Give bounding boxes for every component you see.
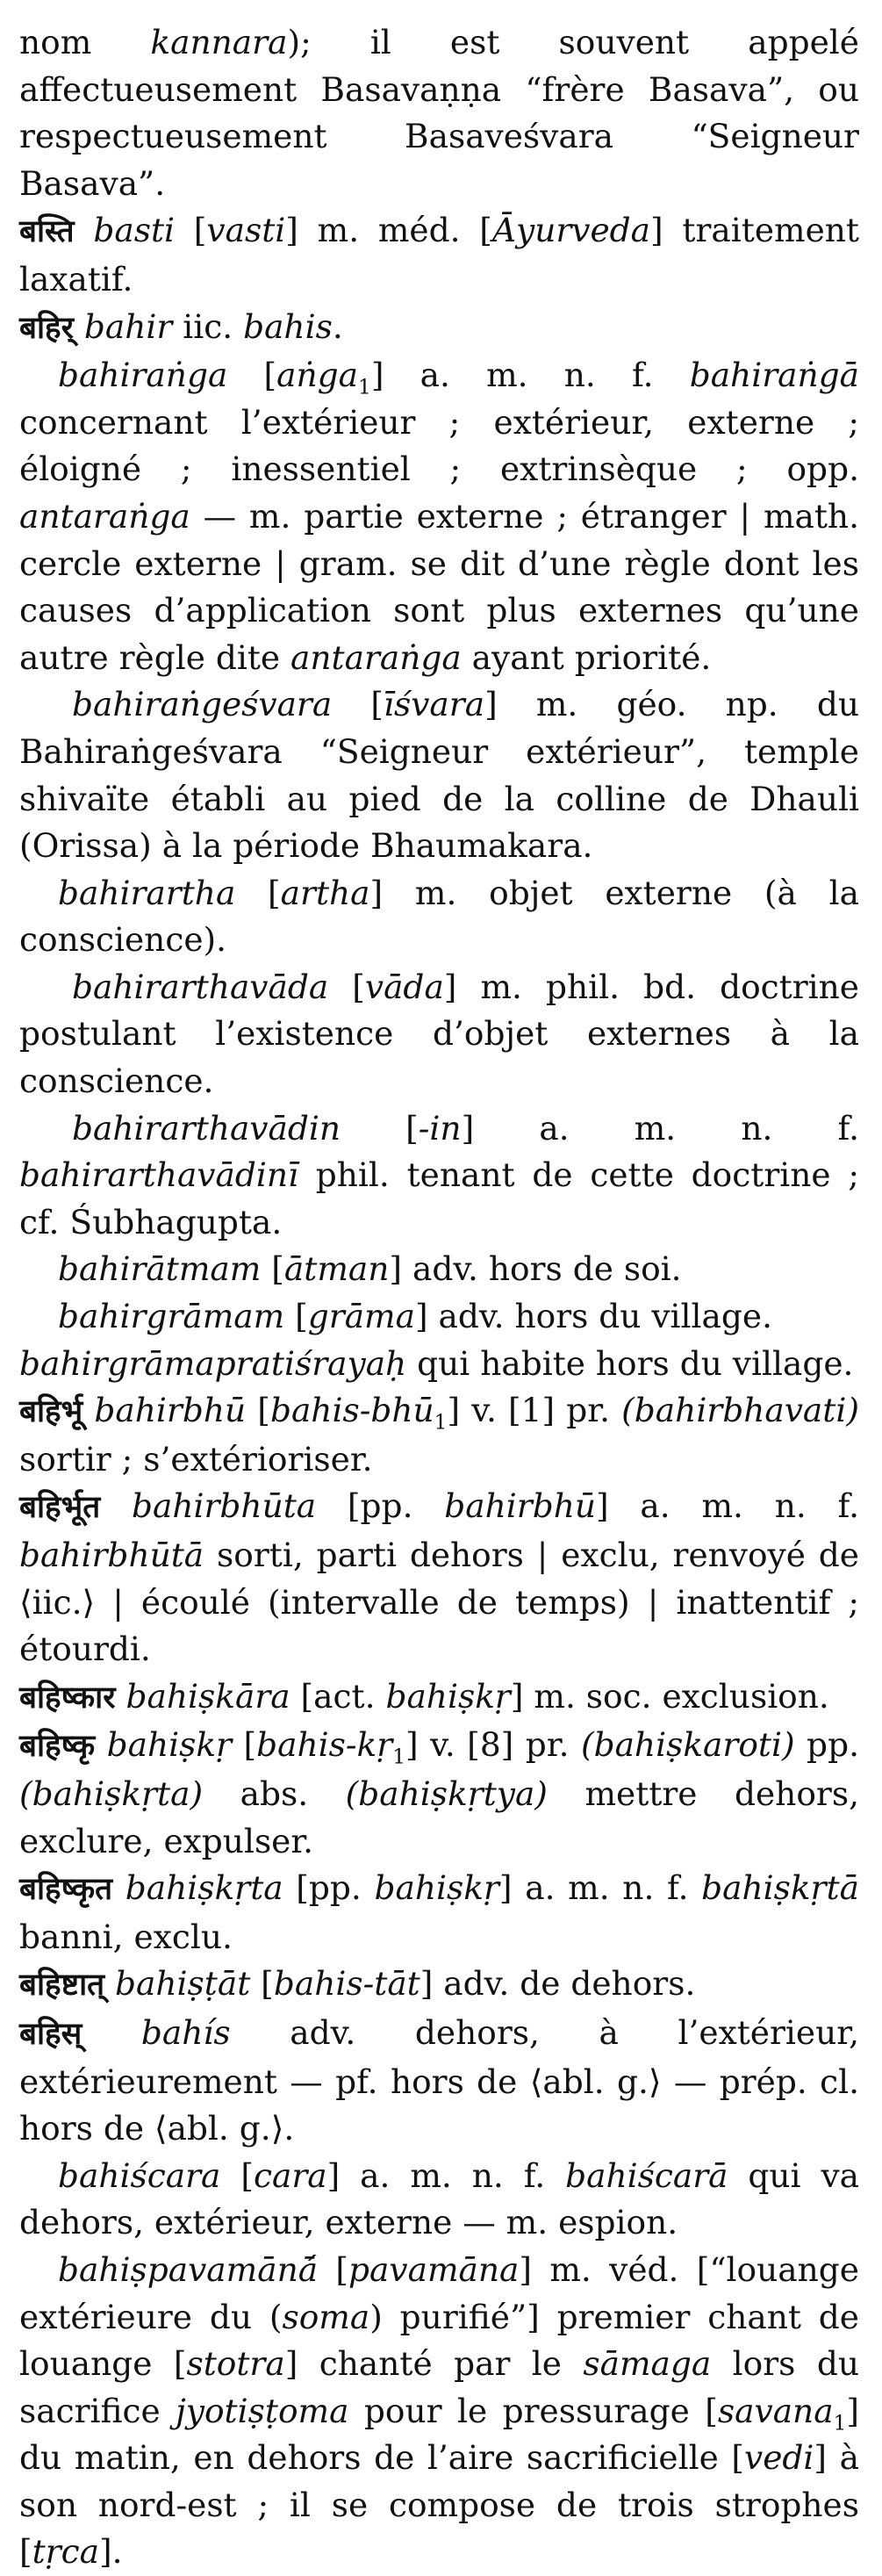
entry-text: ] a. m. n. f. [370,356,690,395]
entry-text: adv. dehors, à l’extérieur, extérieurement — pf. hors de ⟨abl. g.⟩ — prép. cl. hors de ⟨abl. g.⟩. [19,2012,859,2148]
headword-devanagari: बहिर्भू [19,1394,83,1430]
dictionary-entry [19,1293,859,1341]
entry-text: [ [261,1249,284,1289]
headword-devanagari: बहिर्भूत [19,1490,101,1526]
entry-text: ] chanté par le [284,2344,584,2384]
italic-term: bahir [83,306,173,346]
entry-text: ] v. [8] pr. [405,1725,581,1765]
entry-text [82,2013,141,2052]
italic-term: bahiścarā [565,2155,728,2195]
entry-text: [ [328,967,365,1006]
entry-text: mettre dehors, exclure, expulser. [19,1774,859,1860]
italic-term: bahiṣpavamānā́ [58,2249,319,2289]
italic-term: bahiraṅgeśvara [72,685,333,724]
entry-text: [ [332,685,384,724]
dictionary-entry [19,1961,859,2010]
entry-text: iic. [172,306,244,346]
dictionary-entry [19,1722,859,1865]
headword-devanagari: बहिष्कृत [19,1872,113,1908]
entry-text: ] a. m. n. f. [596,1486,860,1526]
entry-text: — m. partie externe ; étranger | math. cercle externe | gram. se dit d’une règle dont les causes d’application sont plus externes qu’une autre règle dite [19,496,859,677]
italic-term: kannara [150,23,288,61]
entry-text: ] adv. hors du village. [414,1297,773,1336]
italic-term: bahiścara [58,2155,221,2195]
dictionary-entry [19,1673,859,1723]
italic-term: bahis-kṛ [256,1725,393,1765]
entry-text [75,211,94,249]
dictionary-entry [19,1246,859,1293]
entry-text: banni, exclu. [19,1917,233,1956]
italic-term: antaraṅga [290,637,462,677]
index-subscript: 1 [392,1745,405,1769]
entry-text: qui habite hors du village. [406,1343,854,1383]
italic-term: jyotiṣṭoma [176,2391,349,2430]
dictionary-entry [19,870,859,964]
entry-text: sorti, parti dehors | exclu, renvoyé de ⟨iic.⟩ | écoulé (intervalle de temps) | inattentif ; étourdi. [19,1536,859,1669]
entry-text [116,1677,126,1716]
entry-text: ]. [99,2532,123,2572]
italic-term: bahirarthavādinī [19,1155,298,1195]
italic-term: stotra [186,2344,285,2384]
italic-term: bahirbhūta [131,1486,317,1526]
headword-devanagari: बहिस् [19,2016,82,2052]
entry-text: [ [235,873,281,912]
entry-text: ] m. méd. [ [285,211,492,250]
italic-term: bahís [140,2012,231,2052]
entry-text [100,1486,132,1525]
entry-text: ] traitement laxatif. [19,211,859,299]
dictionary-entry [19,964,859,1105]
italic-term: bahirarthavādin [72,1108,341,1148]
italic-term: bahirartha [58,873,236,912]
entry-text: . [332,306,343,346]
entry-text [95,1725,106,1764]
entry-text: ] m. véd. [“louange extérieure du ( [19,2249,859,2336]
italic-term: sāmaga [583,2344,712,2384]
dictionary-entry [19,681,859,869]
headword-devanagari: बहिष्कृ [19,1729,96,1765]
index-subscript: 1 [434,1410,448,1435]
entry-text: ] du matin, en dehors de l’aire sacrificielle [ [19,2391,859,2478]
italic-term: -in [418,1108,462,1148]
italic-term: (bahiṣkaroti) [580,1725,795,1765]
italic-term: bahiṣkṛ [374,1868,499,1908]
italic-term: īśvara [384,685,485,724]
headword-devanagari: बहिर् [19,310,74,346]
italic-term: bahiṣkṛta [125,1868,283,1908]
entry-text: [ [250,1964,274,2004]
italic-term: bahiṣkṛtā [701,1868,859,1908]
entry-text: ] m. phil. bd. doctrine postulant l’existence d’objet externes à la conscience. [19,967,859,1101]
italic-term: (bahiṣkṛtya) [345,1774,548,1813]
entry-text: ] a. m. n. f. [498,1868,702,1908]
italic-term: bahis-bhū [269,1391,434,1430]
index-subscript: 1 [833,2411,847,2436]
dictionary-entry [19,1865,859,1961]
entry-text: [ [220,2155,254,2195]
entry-text: [act. [290,1676,386,1716]
dictionary-entry [19,19,859,207]
dictionary-entry [19,1483,859,1673]
italic-term: bahiṣkṛ [385,1676,511,1716]
dictionary-entry [19,1341,859,1388]
entry-text: ] a. m. n. f. [326,2155,566,2195]
headword-devanagari: बहिष्टात् [19,1968,105,2004]
dictionary-entry [19,207,859,303]
italic-term: bahirbhūtā [19,1536,204,1574]
italic-term: bahiraṅga [58,356,228,395]
italic-term: pavamāna [348,2249,520,2289]
entry-text: ) purifié”] premier chant de louange [ [19,2297,859,2384]
italic-term: bahiṣṭāt [115,1964,251,2004]
entry-text: ); il est souvent appelé affectueusement Basavaṇṇa “frère Basava”, ou respectueusement Basaveśvara “Seigneur Basava”. [19,23,859,203]
italic-term: tṛca [32,2532,99,2572]
dictionary-entry [19,1387,859,1483]
italic-term: (bahirbhavati) [621,1391,859,1430]
entry-text: nom [19,23,151,61]
italic-term: (bahiṣkṛta) [19,1774,204,1813]
italic-term: antaraṅga [19,496,190,536]
entry-text: qui va dehors, extérieur, externe — m. espion. [19,2155,859,2242]
entry-text [112,1868,125,1907]
italic-term: vedi [744,2438,814,2478]
italic-term: grāma [307,1297,415,1336]
entry-text: ] adv. de dehors. [419,1964,696,2004]
dictionary-entry [19,352,859,681]
entry-text: lors du sacrifice [19,2344,859,2430]
italic-term: vasti [206,211,286,250]
headword-devanagari: बहिष्कार [19,1680,116,1716]
entry-text: ] v. [1] pr. [447,1391,622,1430]
entry-text: ] m. géo. np. du Bahiraṅgeśvara “Seigneur extérieur”, temple shivaïte établi au pied de la colline de Dhauli (Orissa) à la période Bhaumakara. [19,685,859,866]
entry-text: ] à son nord-est ; il se compose de trois strophes [ [19,2438,859,2572]
entry-text: [ [284,1297,308,1336]
index-subscript: 1 [358,375,371,399]
entry-text: concernant l’extérieur ; extérieur, externe ; éloigné ; inessentiel ; extrinsèque ; opp. [19,402,859,489]
entry-text [74,307,84,346]
dictionary-entry [19,304,859,353]
dictionary-entry [19,2010,859,2153]
entry-text: [ [341,1108,419,1148]
italic-term: bahirarthavāda [72,967,329,1006]
italic-term: basti [93,211,176,250]
italic-term: ātman [283,1249,390,1289]
italic-term: bahiraṅgā [689,356,859,395]
entry-text: pour le pressurage [ [348,2391,718,2430]
entry-text: phil. tenant de cette doctrine ; cf. Śubhagupta. [19,1155,859,1241]
italic-term: bahis [243,306,333,346]
headword-devanagari: बस्ति [19,214,75,250]
entry-text: [ [246,1391,270,1430]
entry-text: ] adv. hors de soi. [389,1249,682,1289]
entry-text: [ [318,2249,349,2289]
italic-term: vāda [364,967,444,1006]
entry-text: ] m. objet externe (à la conscience). [19,873,859,960]
italic-term: bahis-tāt [273,1964,420,2004]
italic-term: Āyurveda [491,211,651,250]
italic-term: cara [253,2155,327,2195]
entry-text [104,1964,115,2003]
entry-text: ] a. m. n. f. [461,1108,859,1148]
italic-term: bahiṣkṛ [106,1725,233,1765]
entry-text: [ [232,1725,257,1765]
dictionary-entry [19,2153,859,2247]
entry-text: abs. [203,1774,346,1813]
italic-term: aṅga [276,356,359,395]
entry-text: pp. [794,1725,859,1765]
entry-text: [ [227,356,277,395]
italic-term: bahirbhū [94,1391,247,1430]
entry-text: ] m. soc. exclusion. [510,1676,829,1716]
italic-term: bahirātmam [58,1249,262,1289]
italic-term: bahirgrāmapratiśrayaḥ [19,1343,407,1383]
entry-text: [pp. [316,1486,445,1526]
italic-term: bahirgrāmam [58,1297,285,1336]
entry-text: sortir ; s’extérioriser. [19,1439,373,1479]
entry-text: ayant priorité. [461,637,712,677]
italic-term: bahiṣkāra [125,1676,290,1716]
italic-term: artha [280,873,370,912]
dictionary-entry [19,1105,859,1247]
entry-text: [ [175,211,207,250]
italic-term: bahirbhū [444,1486,597,1526]
entry-text [82,1391,94,1429]
dictionary-entry [19,2247,859,2576]
italic-term: savana [717,2391,834,2430]
entry-text: [pp. [283,1868,375,1908]
italic-term: soma [282,2297,370,2336]
